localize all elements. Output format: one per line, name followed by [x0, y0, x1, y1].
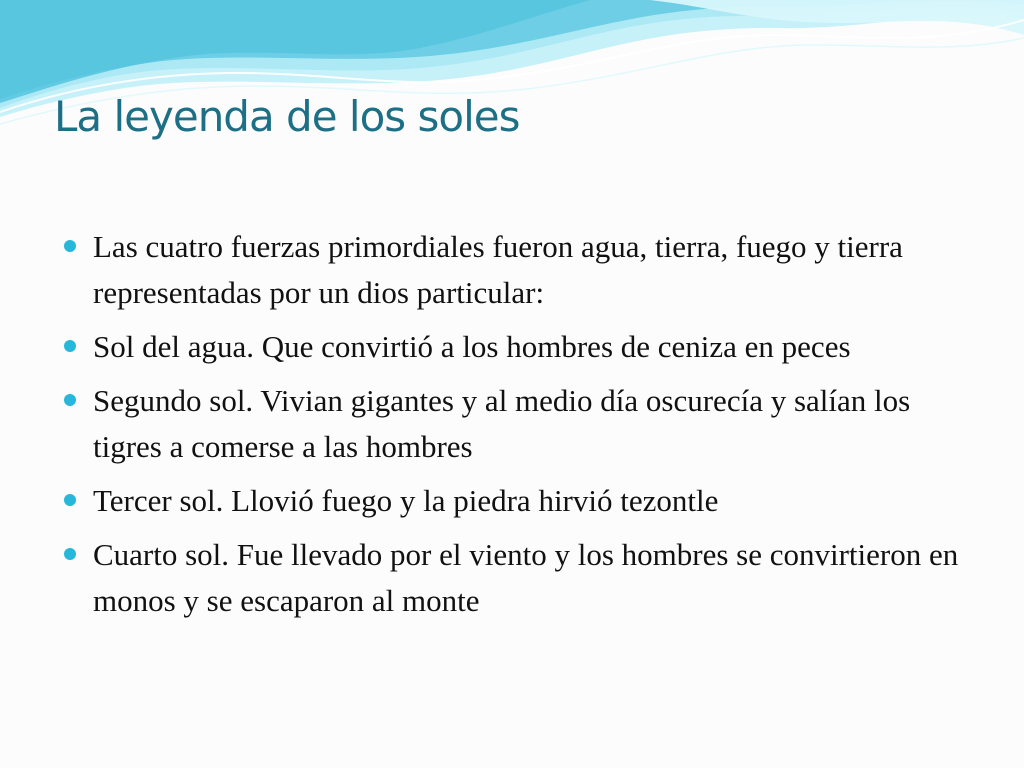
bullet-item — [64, 378, 974, 470]
bullet-text: Las cuatro fuerzas primordiales fueron agua, tierra, fuego y tierra representadas por un dios particular: — [93, 229, 903, 310]
slide-title: La leyenda de los soles — [54, 92, 520, 141]
bullet-dot-icon — [64, 394, 76, 406]
bullet-text: Sol del agua. Que convirtió a los hombres de ceniza en peces — [93, 329, 851, 364]
bullet-item — [64, 224, 974, 316]
bullet-item — [64, 478, 974, 524]
bullet-list — [64, 224, 974, 632]
bullet-text: Segundo sol. Vivian gigantes y al medio día oscurecía y salían los tigres a comerse a las hombres — [93, 383, 911, 464]
bullet-dot-icon — [64, 240, 76, 252]
bullet-text: Tercer sol. Llovió fuego y la piedra hirvió tezontle — [93, 483, 719, 518]
bullet-item — [64, 324, 974, 370]
bullet-dot-icon — [64, 548, 76, 560]
bullet-item — [64, 532, 974, 624]
bullet-text: Cuarto sol. Fue llevado por el viento y los hombres se convirtieron en monos y se escaparon al monte — [93, 537, 959, 618]
bullet-dot-icon — [64, 340, 76, 352]
bullet-dot-icon — [64, 494, 76, 506]
